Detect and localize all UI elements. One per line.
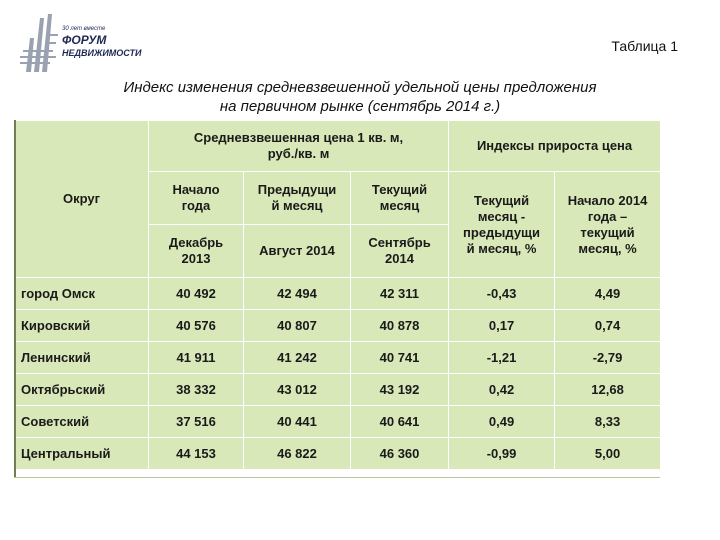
prev-price-cell: 40 441 [244, 406, 351, 438]
cur-price-cell: 40 641 [351, 406, 449, 438]
index-header: Индексы прироста цена [476, 138, 633, 153]
start-price-cell: 40 492 [149, 278, 244, 310]
idx-year-cell: 8,33 [555, 406, 661, 438]
idx-month-cell: 0,17 [449, 310, 555, 342]
col-idx-year-header [555, 172, 661, 278]
idx-year-cell: 4,49 [555, 278, 661, 310]
idx-year-cell: 12,68 [555, 374, 661, 406]
col-prev-header-line-2: й месяц [271, 198, 323, 213]
idx-year-cell: 0,74 [555, 310, 661, 342]
table-number-label: Таблица 1 [611, 38, 678, 54]
col-idx-month-header [449, 172, 555, 278]
document-title [60, 78, 660, 116]
prev-price-cell: 41 242 [244, 342, 351, 374]
col-idx-month-line-3: предыдущи [463, 224, 541, 240]
date-cur-line-2: 2014 [385, 251, 414, 266]
start-price-cell: 44 153 [149, 438, 244, 470]
start-price-cell: 37 516 [149, 406, 244, 438]
table-row [15, 406, 661, 438]
logo-word-nedvizhimosti: НЕДВИЖИМОСТИ [62, 48, 142, 58]
prev-price-cell: 40 807 [244, 310, 351, 342]
document-title-line-2: на первичном рынке (сентябрь 2014 г.) [219, 98, 501, 115]
table-row [15, 310, 661, 342]
date-start-cell [149, 225, 244, 278]
date-start-line-2: 2013 [181, 251, 211, 266]
avg-price-header-line-2: руб./кв. м [267, 146, 330, 161]
idx-month-cell: -0,43 [449, 278, 555, 310]
col-idx-year-line-1: Начало 2014 [567, 192, 648, 208]
cur-price-cell: 40 878 [351, 310, 449, 342]
start-price-cell: 40 576 [149, 310, 244, 342]
col-cur-header-line-2: месяц [379, 198, 420, 213]
col-idx-month-line-2: месяц - [477, 208, 526, 224]
col-idx-year-line-2: года – [587, 208, 628, 224]
cur-price-cell: 43 192 [351, 374, 449, 406]
table-row [15, 374, 661, 406]
col-start-header-line-1: Начало [172, 182, 220, 197]
avg-price-header-cell [149, 121, 449, 172]
avg-price-header-line-1: Средневзвешенная цена 1 кв. м, [193, 130, 404, 145]
col-start-header-line-2: года [181, 198, 211, 213]
cur-price-cell: 42 311 [351, 278, 449, 310]
start-price-cell: 41 911 [149, 342, 244, 374]
table-bottom-edge [14, 477, 660, 478]
date-cur-cell [351, 225, 449, 278]
idx-month-cell: 0,42 [449, 374, 555, 406]
date-prev: Август 2014 [259, 243, 335, 258]
col-cur-header-line-1: Текущий [371, 182, 428, 197]
header-row-1 [15, 121, 661, 172]
idx-year-cell: -2,79 [555, 342, 661, 374]
idx-month-cell: 0,49 [449, 406, 555, 438]
building-logo-icon [18, 12, 168, 74]
price-index-table [14, 120, 661, 470]
logo-tagline: 30 лет вместе [62, 26, 106, 32]
table-row [15, 342, 661, 374]
prev-price-cell: 43 012 [244, 374, 351, 406]
idx-month-cell: -0,99 [449, 438, 555, 470]
logo-word-forum: ФОРУМ [62, 33, 107, 47]
cur-price-cell: 46 360 [351, 438, 449, 470]
district-cell: Ленинский [15, 342, 149, 374]
date-prev-cell [244, 225, 351, 278]
district-cell: Кировский [15, 310, 149, 342]
table-row [15, 438, 661, 470]
col-cur-header [351, 172, 449, 225]
prev-price-cell: 42 494 [244, 278, 351, 310]
district-cell: город Омск [15, 278, 149, 310]
table-left-edge [14, 120, 16, 478]
date-start-line-1: Декабрь [168, 235, 224, 250]
district-header: Округ [62, 191, 101, 206]
district-cell: Октябрьский [15, 374, 149, 406]
table-row [15, 278, 661, 310]
col-idx-year-line-3: текущий [580, 224, 635, 240]
forum-nedvizhimosti-logo [18, 12, 168, 74]
district-header-cell [15, 121, 149, 278]
cur-price-cell: 40 741 [351, 342, 449, 374]
start-price-cell: 38 332 [149, 374, 244, 406]
col-idx-month-line-4: й месяц, % [466, 240, 537, 256]
date-cur-line-1: Сентябрь [368, 235, 431, 250]
col-idx-month-line-1: Текущий [473, 192, 530, 208]
document-title-line-1: Индекс изменения средневзвешенной удельной цены предложения [123, 79, 597, 96]
idx-year-cell: 5,00 [555, 438, 661, 470]
idx-month-cell: -1,21 [449, 342, 555, 374]
prev-price-cell: 46 822 [244, 438, 351, 470]
district-cell: Советский [15, 406, 149, 438]
district-cell: Центральный [15, 438, 149, 470]
index-header-cell [449, 121, 661, 172]
col-prev-header [244, 172, 351, 225]
col-prev-header-line-1: Предыдущи [257, 182, 337, 197]
col-start-header [149, 172, 244, 225]
col-idx-year-line-4: месяц, % [578, 240, 637, 256]
